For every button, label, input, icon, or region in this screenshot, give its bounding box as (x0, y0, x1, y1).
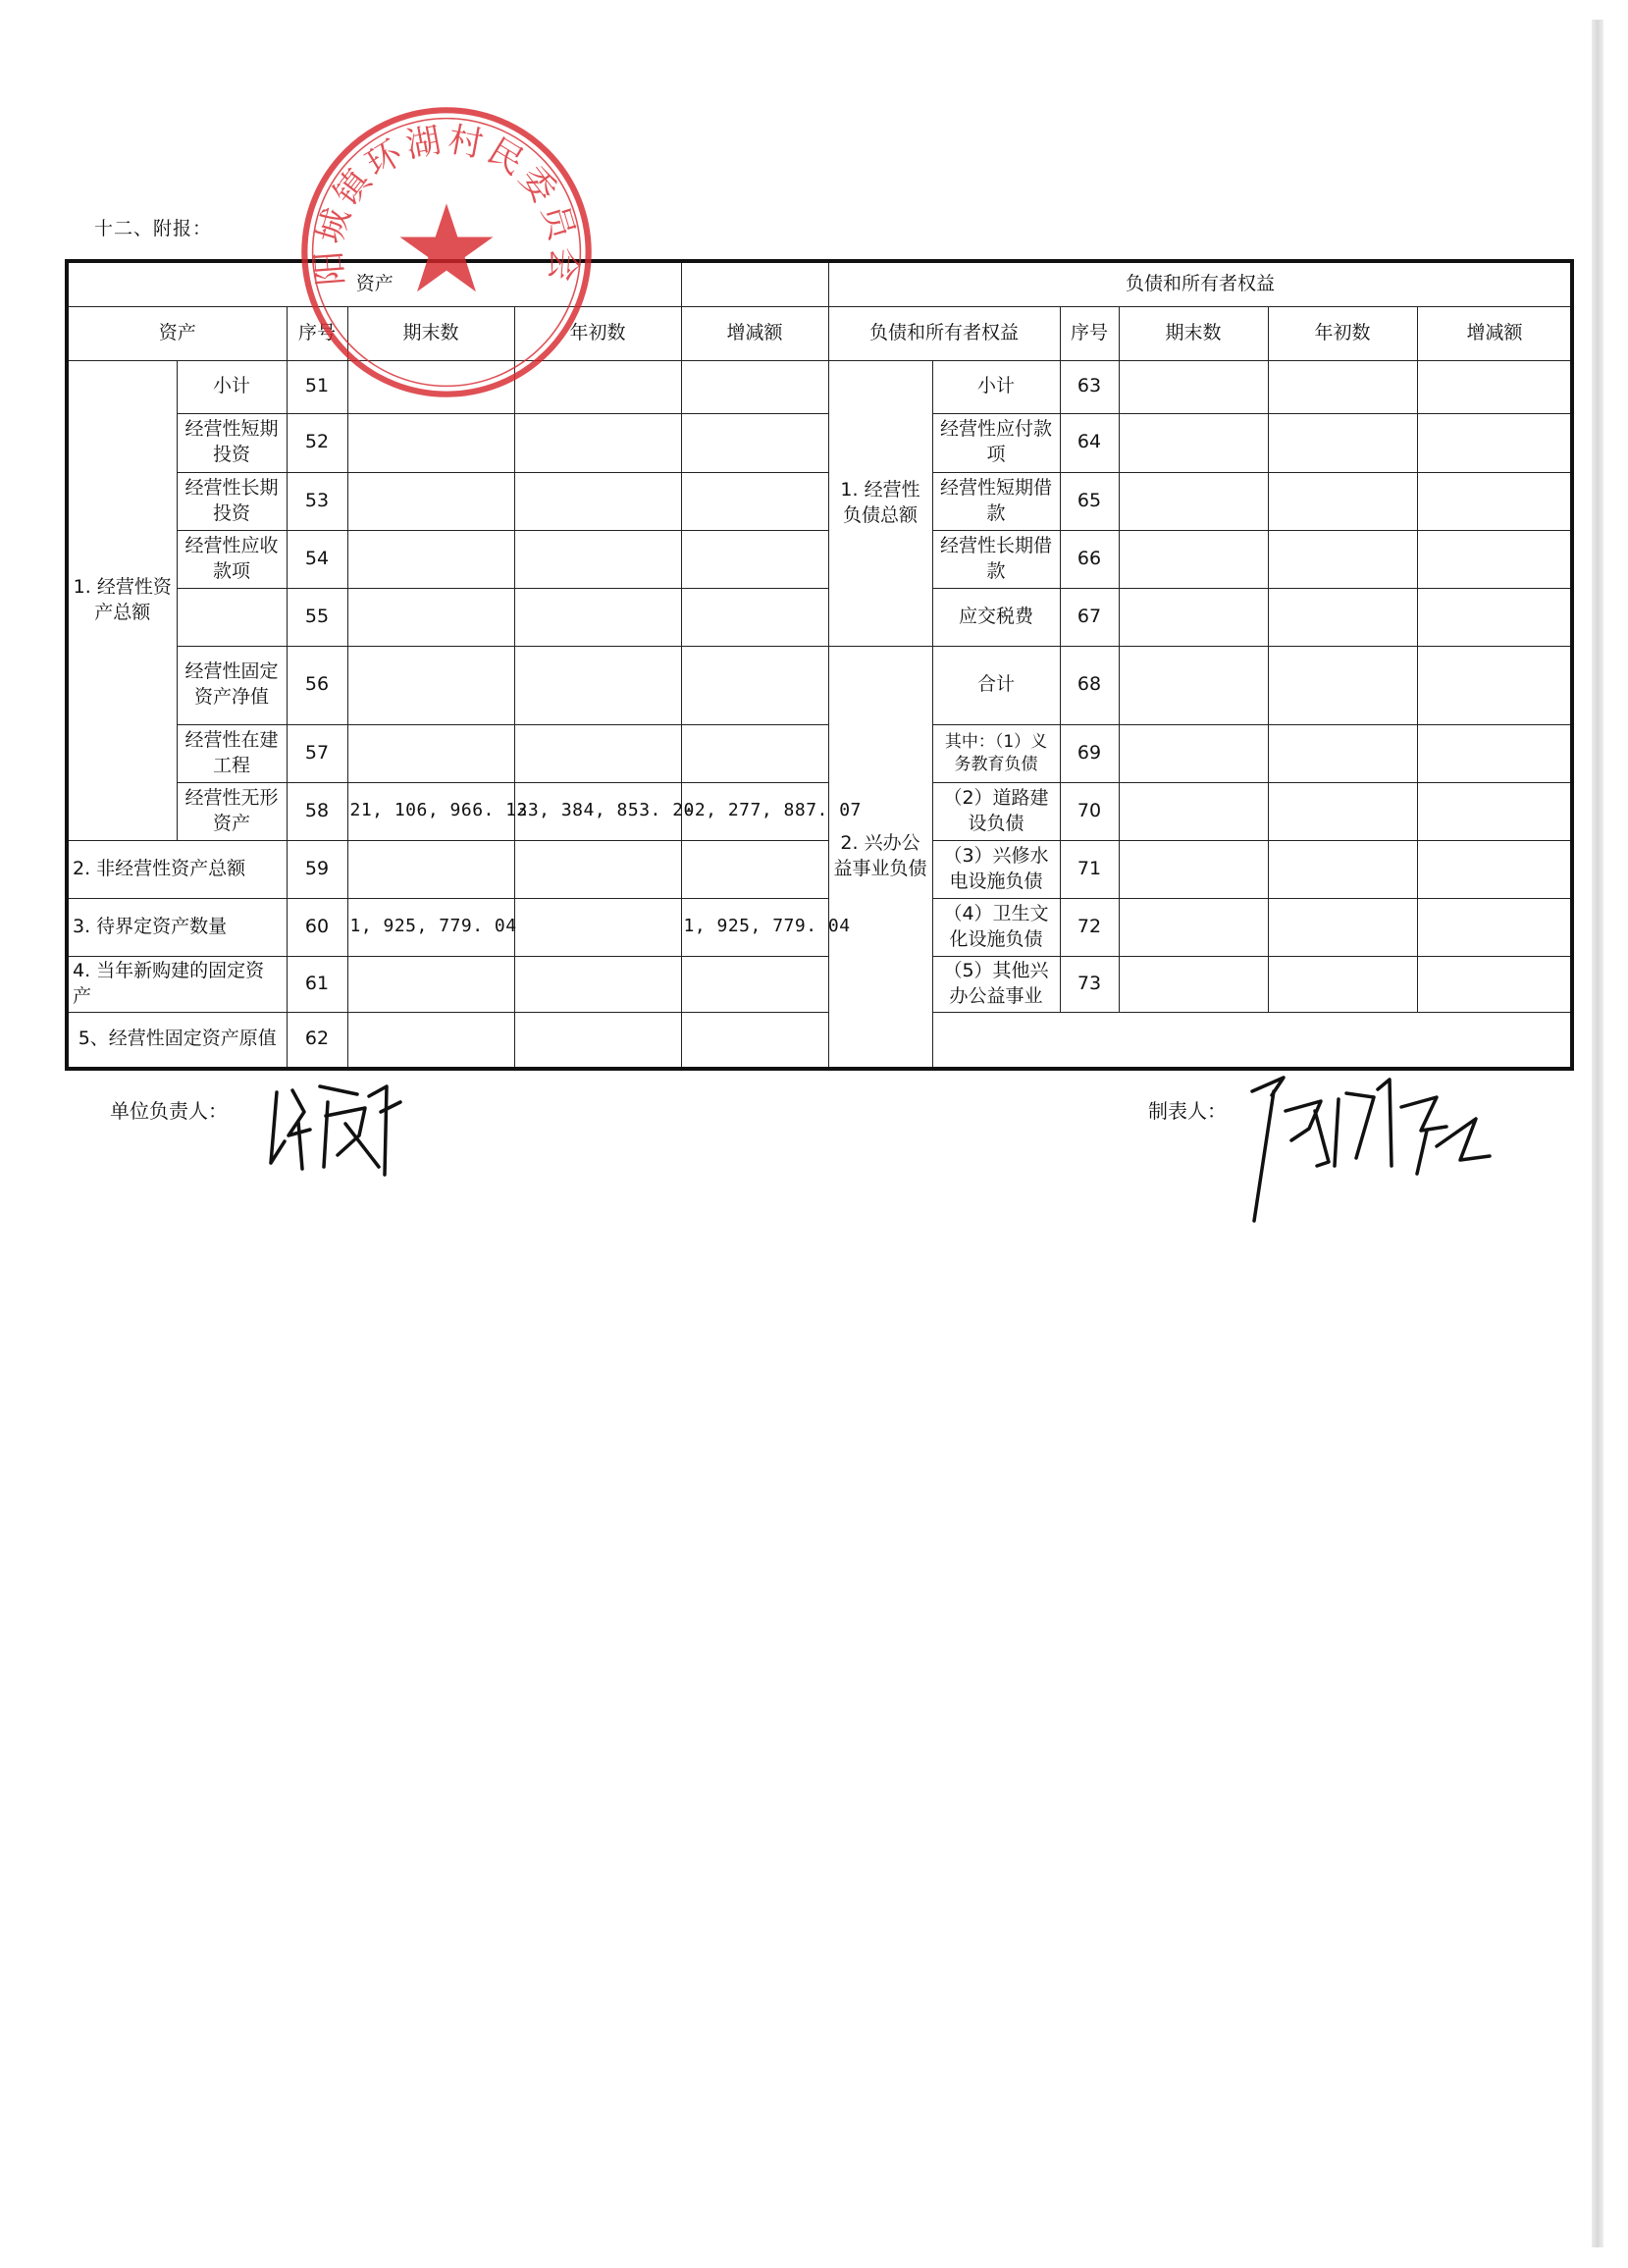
table-row (67, 956, 1572, 1012)
liability-begin-value (1268, 956, 1417, 1012)
asset-change-value (681, 530, 828, 588)
table-row (67, 588, 1572, 646)
asset-end-value (347, 646, 514, 724)
asset-seq: 54 (287, 530, 347, 588)
liability-change-value (1417, 588, 1572, 646)
unit-head-signature (263, 1073, 410, 1181)
asset-seq: 60 (287, 898, 347, 956)
asset-begin-value: 23, 384, 853. 20 (514, 782, 681, 840)
table-row (67, 724, 1572, 782)
col-header-end: 期末数 (347, 306, 514, 360)
scan-edge-shadow (1592, 20, 1603, 2247)
asset-begin-value (514, 1012, 681, 1069)
col-header-liab: 负债和所有者权益 (828, 306, 1060, 360)
asset-label: 5、经营性固定资产原值 (67, 1012, 287, 1069)
liability-end-value (1119, 898, 1268, 956)
asset-label: 经营性短期投资 (177, 413, 287, 472)
preparer-label: 制表人： (1148, 1099, 1227, 1123)
liability-change-value (1417, 724, 1572, 782)
col-header-begin: 年初数 (514, 306, 681, 360)
seal-text: 阳城镇环湖村民委员会 (308, 119, 585, 288)
asset-group-op-total: 1. 经营性资产总额 (67, 360, 177, 840)
table-row (67, 782, 1572, 840)
col-header-change: 增减额 (681, 306, 828, 360)
asset-begin-value (514, 898, 681, 956)
asset-begin-value (514, 472, 681, 530)
asset-label: 经营性长期投资 (177, 472, 287, 530)
liability-label: 小计 (932, 360, 1060, 413)
liability-begin-value (1268, 782, 1417, 840)
asset-end-value (347, 588, 514, 646)
liability-begin-value (1268, 588, 1417, 646)
asset-label (177, 588, 287, 646)
liability-change-value (1417, 472, 1572, 530)
table-row (67, 840, 1572, 898)
asset-begin-value (514, 360, 681, 413)
asset-change-value: -2, 277, 887. 07 (681, 782, 828, 840)
liability-change-value (1417, 360, 1572, 413)
asset-seq: 53 (287, 472, 347, 530)
asset-seq: 62 (287, 1012, 347, 1069)
liability-end-value (1119, 956, 1268, 1012)
table-row (67, 360, 1572, 413)
liability-label: 经营性应付款项 (932, 413, 1060, 472)
liability-begin-value (1268, 413, 1417, 472)
asset-label: 经营性应收款项 (177, 530, 287, 588)
liability-seq: 73 (1060, 956, 1119, 1012)
liability-begin-value (1268, 898, 1417, 956)
liability-seq: 65 (1060, 472, 1119, 530)
asset-end-value: 1, 925, 779. 04 (347, 898, 514, 956)
asset-change-value (681, 956, 828, 1012)
asset-begin-value (514, 413, 681, 472)
table-row (67, 646, 1572, 724)
liability-label: 经营性短期借款 (932, 472, 1060, 530)
liability-seq: 66 (1060, 530, 1119, 588)
asset-begin-value (514, 530, 681, 588)
asset-change-value (681, 840, 828, 898)
asset-end-value (347, 472, 514, 530)
liability-begin-value (1268, 840, 1417, 898)
asset-change-value (681, 724, 828, 782)
asset-label: 小计 (177, 360, 287, 413)
liability-begin-value (1268, 360, 1417, 413)
column-header-row (67, 306, 1572, 360)
asset-change-value (681, 646, 828, 724)
liability-change-value (1417, 898, 1572, 956)
asset-begin-value (514, 646, 681, 724)
asset-change-value (681, 360, 828, 413)
table-row (67, 530, 1572, 588)
asset-seq: 56 (287, 646, 347, 724)
asset-end-value (347, 413, 514, 472)
table-row (67, 1012, 1572, 1069)
asset-end-value (347, 530, 514, 588)
col-header-change2: 增减额 (1417, 306, 1572, 360)
liability-label: 经营性长期借款 (932, 530, 1060, 588)
asset-label: 经营性固定资产净值 (177, 646, 287, 724)
liability-label: 其中：（1）义务教育负债 (932, 724, 1060, 782)
liability-end-value (1119, 413, 1268, 472)
preparer-signature (1244, 1072, 1499, 1229)
liability-seq: 71 (1060, 840, 1119, 898)
asset-begin-value (514, 840, 681, 898)
liability-begin-value (1268, 724, 1417, 782)
liability-end-value (1119, 840, 1268, 898)
liability-end-value (1119, 472, 1268, 530)
asset-change-value (681, 588, 828, 646)
liability-group-op-total: 1. 经营性负债总额 (828, 360, 932, 646)
liability-change-value (1417, 646, 1572, 724)
liability-seq: 67 (1060, 588, 1119, 646)
liability-label: 应交税费 (932, 588, 1060, 646)
liability-seq: 68 (1060, 646, 1119, 724)
liability-seq: 64 (1060, 413, 1119, 472)
col-header-seq: 序号 (287, 306, 347, 360)
liability-label: （4）卫生文化设施负债 (932, 898, 1060, 956)
asset-seq: 55 (287, 588, 347, 646)
liability-seq: 63 (1060, 360, 1119, 413)
liability-change-value (1417, 782, 1572, 840)
liability-change-value (1417, 413, 1572, 472)
liability-change-value (1417, 840, 1572, 898)
liability-change-value (1417, 956, 1572, 1012)
asset-seq: 51 (287, 360, 347, 413)
asset-end-value (347, 360, 514, 413)
asset-end-value: 21, 106, 966. 13 (347, 782, 514, 840)
asset-seq: 59 (287, 840, 347, 898)
liability-end-value (1119, 360, 1268, 413)
col-header-assets: 资产 (67, 306, 287, 360)
asset-label: 经营性无形资产 (177, 782, 287, 840)
liability-change-value (1417, 530, 1572, 588)
liability-end-value (1119, 588, 1268, 646)
liability-end-value (1119, 530, 1268, 588)
liability-label: （3）兴修水电设施负债 (932, 840, 1060, 898)
liability-seq: 69 (1060, 724, 1119, 782)
liability-blank-cell (932, 1012, 1572, 1069)
asset-change-value (681, 413, 828, 472)
liability-label: （5）其他兴办公益事业 (932, 956, 1060, 1012)
group-header-liabilities: 负债和所有者权益 (828, 261, 1572, 306)
liability-seq: 70 (1060, 782, 1119, 840)
asset-label: 经营性在建工程 (177, 724, 287, 782)
asset-label: 3. 待界定资产数量 (67, 898, 287, 956)
group-header-row (67, 261, 1572, 306)
liability-begin-value (1268, 530, 1417, 588)
liability-group-public-welfare: 2. 兴办公益事业负债 (828, 646, 932, 1069)
table-row (67, 898, 1572, 956)
asset-end-value (347, 956, 514, 1012)
table-row (67, 472, 1572, 530)
asset-seq: 61 (287, 956, 347, 1012)
liability-label: （2）道路建设负债 (932, 782, 1060, 840)
asset-end-value (347, 840, 514, 898)
group-header-assets: 资产 (67, 261, 681, 306)
asset-seq: 58 (287, 782, 347, 840)
asset-seq: 57 (287, 724, 347, 782)
asset-end-value (347, 1012, 514, 1069)
asset-seq: 52 (287, 413, 347, 472)
liability-end-value (1119, 782, 1268, 840)
liability-end-value (1119, 646, 1268, 724)
liability-begin-value (1268, 472, 1417, 530)
group-header-blank (681, 261, 828, 306)
liability-seq: 72 (1060, 898, 1119, 956)
asset-label: 2. 非经营性资产总额 (67, 840, 287, 898)
liability-label: 合计 (932, 646, 1060, 724)
unit-head-label: 单位负责人： (110, 1099, 228, 1123)
col-header-seq2: 序号 (1060, 306, 1119, 360)
liability-begin-value (1268, 646, 1417, 724)
supplementary-report-table (65, 259, 1574, 1071)
asset-change-value (681, 472, 828, 530)
asset-change-value (681, 1012, 828, 1069)
table-row (67, 413, 1572, 472)
asset-end-value (347, 724, 514, 782)
section-title: 十二、附报： (94, 218, 213, 239)
asset-begin-value (514, 956, 681, 1012)
col-header-end2: 期末数 (1119, 306, 1268, 360)
col-header-begin2: 年初数 (1268, 306, 1417, 360)
asset-label: 4. 当年新购建的固定资产 (67, 956, 287, 1012)
liability-end-value (1119, 724, 1268, 782)
asset-begin-value (514, 724, 681, 782)
asset-begin-value (514, 588, 681, 646)
asset-change-value: 1, 925, 779. 04 (681, 898, 828, 956)
